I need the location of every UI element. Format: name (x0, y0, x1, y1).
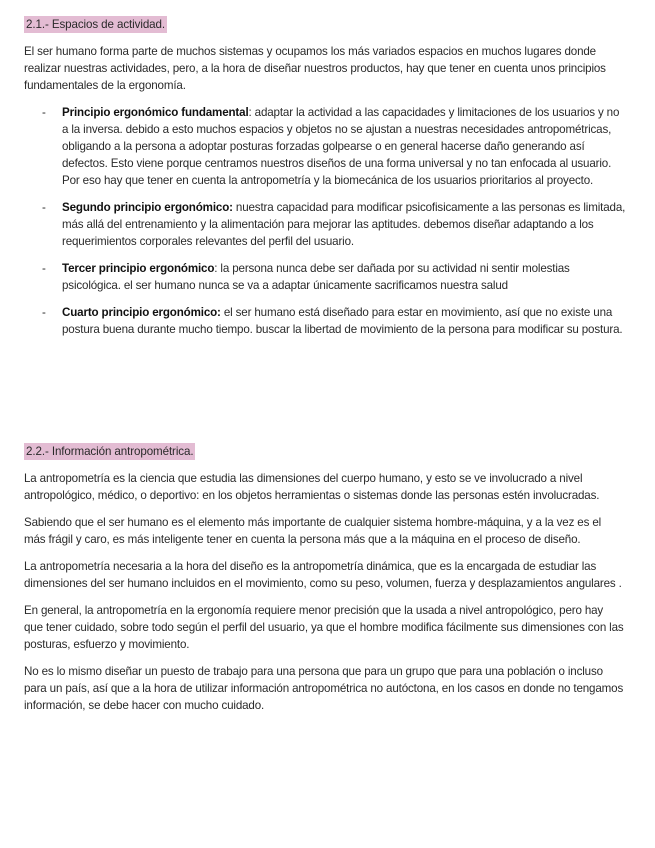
principle-text: : adaptar la actividad a las capacidades y limitaciones de los usuarios y no a la inversa. debido a esto muchos espacios y objetos no se ajustan a nuestras necesidades antropométricas, obligando a la persona a adoptar posturas forzadas golpearse o en general hacerse daño generando así defectos. Esto viene porque centramos nuestros diseños de una forma universal y no tan enfocada al usuario. Por eso hay que tener en cuenta la antropometría y la biomecánica de los usuarios prioritarios al proyecto. (62, 106, 620, 187)
principle-title: Segundo principio ergonómico: (62, 201, 233, 214)
section-informacion-antropometrica (24, 443, 624, 724)
list-item (24, 260, 628, 294)
principle-title: Tercer principio ergonómico (62, 262, 215, 275)
dash-bullet: - (42, 201, 46, 214)
body-paragraph: La antropometría es la ciencia que estudia las dimensiones del cuerpo humano, y esto se ve involucrado a nivel antropológico, médico, o deportivo: en los objetos herramientas o sistemas donde las personas estén involucradas. (24, 472, 600, 502)
list-item (24, 104, 628, 189)
section-heading: 2.1.- Espacios de actividad. (26, 18, 165, 31)
principle-text: : la persona nunca debe ser dañada por su actividad ni sentir molestias psicológica. el ser humano nunca se va a adaptar únicamente sacrificamos nuestra salud (62, 262, 570, 292)
intro-paragraph: El ser humano forma parte de muchos sistemas y ocupamos los más variados espacios en muchos lugares donde realizar nuestras actividades, pero, a la hora de diseñar nuestros productos, hay que tener en cuenta unos principios fundamentales de la ergonomía. (24, 45, 606, 92)
dash-bullet: - (42, 106, 46, 119)
list-item (24, 304, 628, 338)
dash-bullet: - (42, 306, 46, 319)
section-espacios-de-actividad (24, 16, 628, 348)
principle-text: el ser humano está diseñado para estar en movimiento, así que no existe una postura buena durante mucho tiempo. buscar la libertad de movimiento de la persona para modificar su postura. (62, 306, 623, 336)
principle-text: nuestra capacidad para modificar psicofisicamente a las personas es limitada, más allá del entrenamiento y la alimentación para mejorar las aptitudes. debemos diseñar adaptando a los requerimientos corporales relevantes del perfil del usuario. (62, 201, 626, 248)
principle-title: Cuarto principio ergonómico: (62, 306, 221, 319)
dash-bullet: - (42, 262, 46, 275)
body-paragraph: En general, la antropometría en la ergonomía requiere menor precisión que la usada a nivel antropológico, pero hay que tener cuidado, sobre todo según el perfil del usuario, ya que el hombre modifica fácilmente sus dimensiones con las posturas, esfuerzo y movimiento. (24, 604, 624, 651)
principles-list (24, 104, 628, 338)
list-item (24, 199, 628, 250)
body-paragraph: Sabiendo que el ser humano es el elemento más importante de cualquier sistema hombre-máquina, y a la vez es el más frágil y caro, es más inteligente tener en cuenta la persona más que a la máquina en el proceso de diseño. (24, 516, 602, 546)
body-paragraph: La antropometría necesaria a la hora del diseño es la antropometría dinámica, que es la encargada de estudiar las dimensiones del ser humano incluidos en el movimiento, como su peso, volumen, fuerza y desplazamientos angulares . (24, 560, 622, 590)
principle-title: Principio ergonómico fundamental (62, 106, 249, 119)
section-heading: 2.2.- Información antropométrica. (26, 445, 194, 458)
body-paragraph: No es lo mismo diseñar un puesto de trabajo para una persona que para un grupo que para una población o incluso para un país, así que a la hora de utilizar información antropométrica no autóctona, en los casos en donde no tengamos información, se debe hacer con mucho cuidado. (24, 665, 624, 712)
